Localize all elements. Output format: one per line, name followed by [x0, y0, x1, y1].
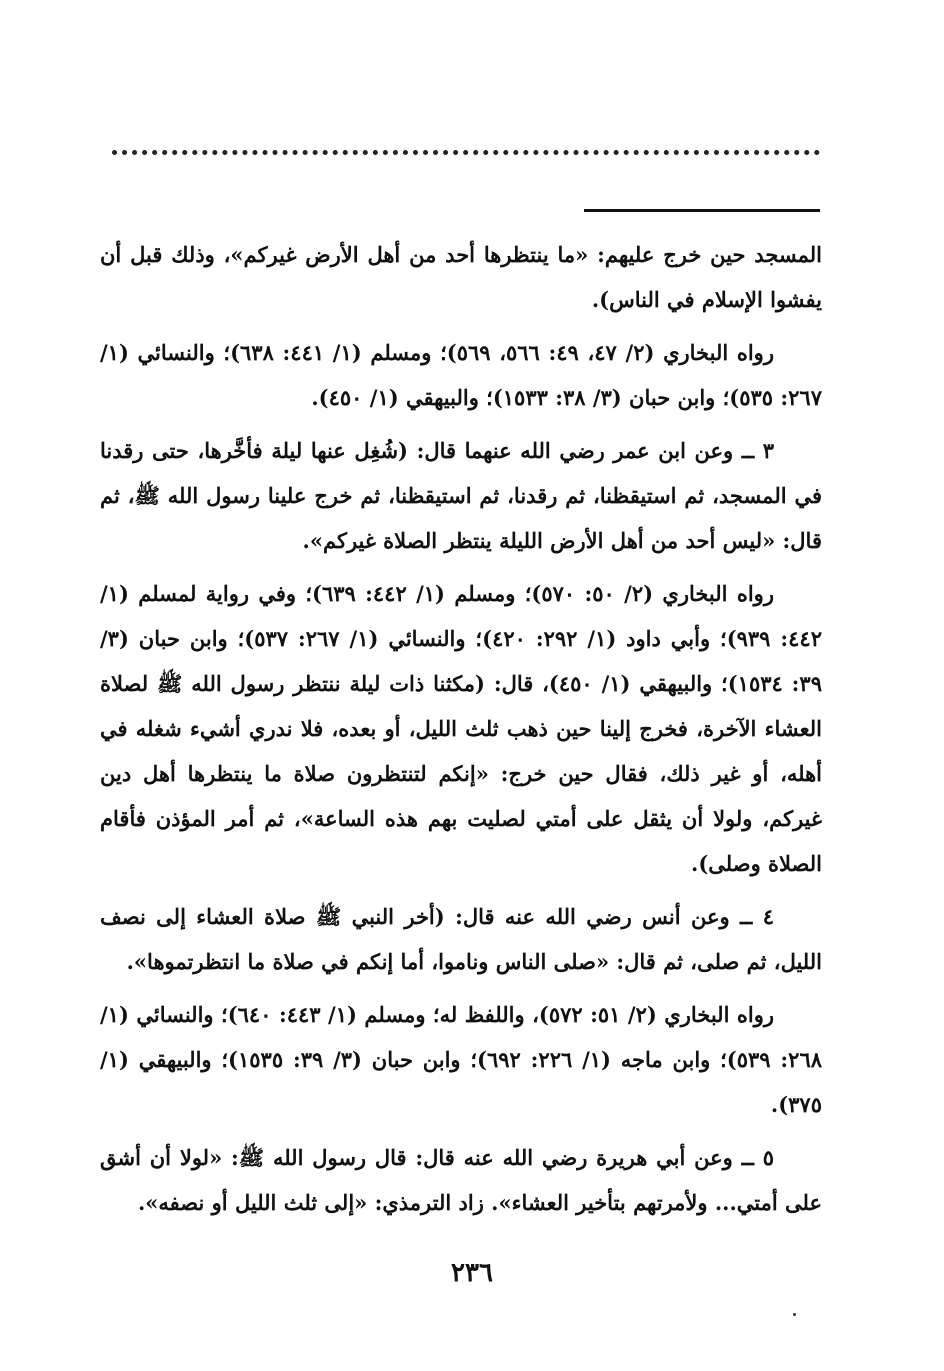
- paragraph-takhrij-2: رواه البخاري (٢/ ٥٠: ٥٧٠)؛ ومسلم (١/ ٤٤٢: ٦٣٩)؛ وفي رواية لمسلم (١/ ٤٤٢: ٩٣٩)؛ وأبي داود (١/ ٢٩٢: ٤٢٠)؛ والنسائي (١/ ٢٦٧: ٥٣٧)؛ وابن حبان (٣/ ٣٩: ١٥٣٤)؛ والبيهقي (١/ ٤٥٠)، قال: (مكثنا ذات ليلة ننتظر رسول الله ﷺ لصلاة العشاء الآخرة، فخرج إلينا حين ذهب ثلث الليل، أو بعده، فلا ندري أشيء شغله في أهله، أو غير ذلك، فقال حين خرج: «إنكم لتنتظرون صلاة ما ينتظرها أهل دين غيركم، ولولا أن يثقل على أمتي لصليت بهم هذه الساعة»، ثم أمر المؤذن فأقام الصلاة وصلى).: [100, 581, 822, 876]
- paragraph-hadith-5: ٥ ــ وعن أبي هريرة رضي الله عنه قال: قال رسول الله ﷺ: «لولا أن أشق على أمتي... ولأمرتهم بتأخير العشاء». زاد الترمذي: «إلى ثلث الليل أو نصفه».: [100, 1145, 822, 1215]
- dotted-separator: [112, 150, 820, 155]
- main-text: [100, 232, 822, 1233]
- paragraph-continuation: المسجد حين خرج عليهم: «ما ينتظرها أحد من أهل الأرض غيركم»، وذلك قبل أن يفشوا الإسلام في الناس).: [100, 242, 822, 312]
- paragraph-takhrij-3: رواه البخاري (٢/ ٥١: ٥٧٢)، واللفظ له؛ ومسلم (١/ ٤٤٣: ٦٤٠)؛ والنسائي (١/ ٢٦٨: ٥٣٩)؛ وابن ماجه (١/ ٢٢٦: ٦٩٢)؛ وابن حبان (٣/ ٣٩: ١٥٣٥)؛ والبيهقي (١/ ٣٧٥).: [100, 1002, 823, 1117]
- paragraph-hadith-3: ٣ ــ وعن ابن عمر رضي الله عنهما قال: (شُغِل عنها ليلة فأخَّرها، حتى رقدنا في المسجد، ثم استيقظنا، ثم رقدنا، ثم استيقظنا، ثم خرج علينا رسول الله ﷺ، ثم قال: «ليس أحد من أهل الأرض الليلة ينتظر الصلاة غيركم».: [100, 438, 822, 553]
- page-number: ٢٣٦: [451, 1258, 493, 1288]
- paragraph-takhrij-1: رواه البخاري (٢/ ٤٧، ٤٩: ٥٦٦، ٥٦٩)؛ ومسلم (١/ ٤٤١: ٦٣٨)؛ والنسائي (١/ ٢٦٧: ٥٣٥)؛ وابن حبان (٣/ ٣٨: ١٥٣٣)؛ والبيهقي (١/ ٤٥٠).: [100, 340, 822, 410]
- section-rule: [584, 209, 820, 212]
- scan-speck: [793, 1313, 796, 1316]
- paragraph-hadith-4: ٤ ــ وعن أنس رضي الله عنه قال: (أخر النبي ﷺ صلاة العشاء إلى نصف الليل، ثم صلى، ثم قال: «صلى الناس وناموا، أما إنكم في صلاة ما انتظرتموها».: [100, 904, 822, 974]
